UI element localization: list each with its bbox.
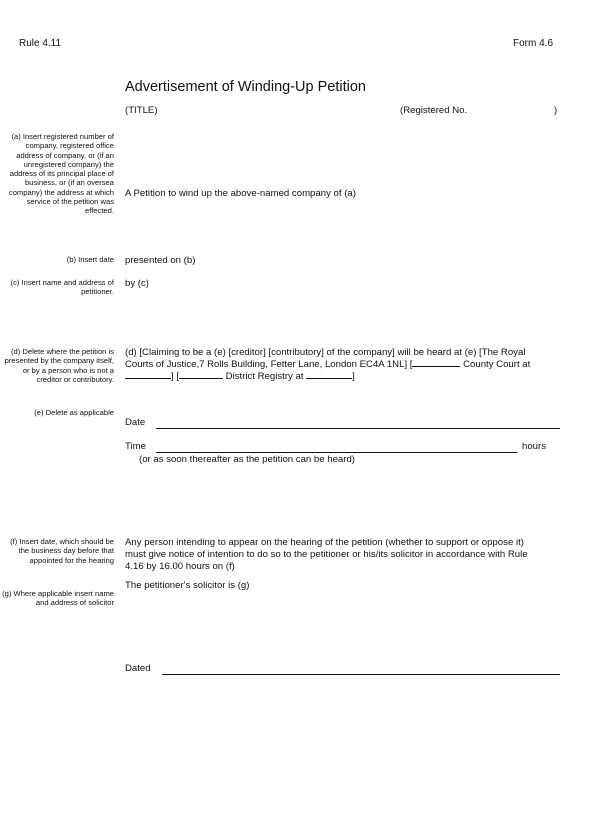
- district-registry-label: District Registry at: [225, 371, 304, 382]
- hearing-paragraph: [125, 347, 565, 383]
- solicitor-text: The petitioner's solicitor is (g): [125, 580, 250, 591]
- dated-field-line[interactable]: [162, 674, 560, 675]
- note-f: (f) Insert date, which should be the business day before that appointed for the hearing: [10, 537, 114, 565]
- hearing-line-2-text: Courts of Justice,7 Rolls Building, Fetter Lane, London EC4A 1NL] [: [125, 359, 413, 370]
- dated-label: Dated: [125, 663, 151, 674]
- presented-text: presented on (b): [125, 255, 196, 266]
- notice-line-2: must give notice of intention to do so to the petitioner or his/its solicitor in accordance with Rule: [125, 549, 528, 560]
- notice-line-3: 4.16 by 16.00 hours on (f): [125, 561, 235, 572]
- hearing-line-1: (d) [Claiming to be a (e) [creditor] [contributory] of the company] will be heard at (e) [The Royal: [125, 347, 526, 358]
- petition-text: A Petition to wind up the above-named company of (a): [125, 188, 356, 199]
- rule-number: Rule 4.11: [19, 38, 62, 49]
- time-label: Time: [125, 441, 146, 452]
- form-number: Form 4.6: [513, 38, 554, 49]
- hearing-line-3-bracket: ] [: [171, 371, 179, 382]
- district-registry-name-blank[interactable]: [306, 378, 352, 379]
- note-a: (a) Insert registered number of company, registered office address of company, or (if an unregistered company) the address of its principal place of business, or (if an oversea company) the address at which service of the petition was effected.: [8, 132, 114, 216]
- notice-line-1: Any person intending to appear on the hearing of the petition (whether to support or oppose it): [125, 537, 524, 548]
- note-g: (g) Where applicable insert name and address of solicitor: [2, 589, 114, 608]
- hearing-line-2: [125, 359, 565, 371]
- county-court-blank[interactable]: [412, 366, 460, 367]
- note-d: (d) Delete where the petition is presented by the company itself, or by a person who is not a creditor or contributory.: [4, 347, 114, 384]
- hearing-line-3: [125, 371, 565, 383]
- by-text: by (c): [125, 278, 149, 289]
- registered-number-close: ): [554, 105, 558, 116]
- title-field: (TITLE): [125, 105, 158, 116]
- registered-number-label: (Registered No.: [400, 105, 468, 116]
- note-b: (b) Insert date: [66, 255, 114, 264]
- county-court-label: County Court at: [463, 359, 531, 370]
- date-label: Date: [125, 417, 146, 428]
- page-title: Advertisement of Winding-Up Petition: [125, 79, 366, 95]
- county-court-name-blank[interactable]: [125, 378, 171, 379]
- note-e: (e) Delete as applicable: [34, 408, 114, 417]
- as-soon-text: (or as soon thereafter as the petition can be heard): [139, 454, 355, 465]
- time-field-line[interactable]: [156, 452, 517, 453]
- district-registry-blank[interactable]: [179, 378, 223, 379]
- note-c: (c) Insert name and address of petitioner.: [10, 278, 114, 297]
- notice-paragraph: [125, 537, 565, 573]
- date-field-line[interactable]: [156, 428, 560, 429]
- hearing-line-3-close: ]: [352, 371, 355, 382]
- hours-label: hours: [522, 441, 546, 452]
